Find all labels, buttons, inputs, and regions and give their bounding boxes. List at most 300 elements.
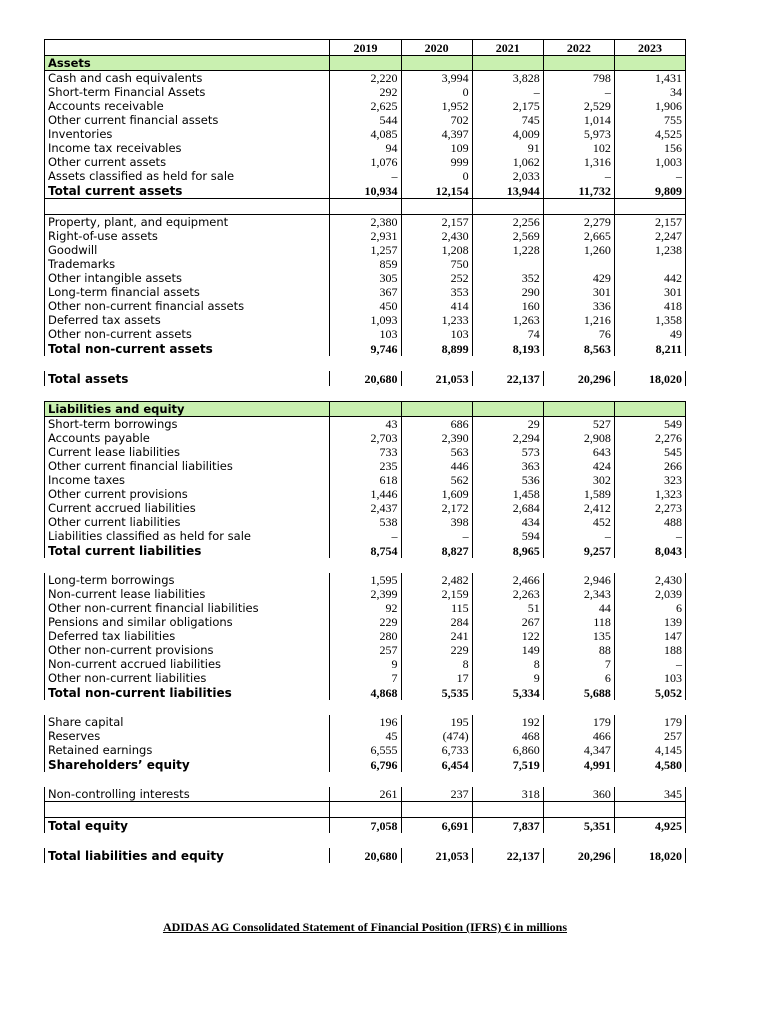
row-value: 363 bbox=[472, 459, 543, 473]
row-value: 1,952 bbox=[401, 99, 472, 113]
row-value: 2,159 bbox=[401, 587, 472, 601]
row-label: Liabilities and equity bbox=[45, 402, 330, 417]
line-item-row bbox=[45, 787, 686, 802]
row-value: 6 bbox=[543, 671, 614, 685]
row-value: 196 bbox=[330, 715, 401, 729]
row-value: 4,868 bbox=[330, 685, 401, 700]
line-item-row bbox=[45, 313, 686, 327]
line-item-row bbox=[45, 615, 686, 629]
row-value: 1,263 bbox=[472, 313, 543, 327]
row-label: Total liabilities and equity bbox=[45, 848, 330, 863]
row-value: 2,430 bbox=[614, 573, 685, 587]
row-value: 745 bbox=[472, 113, 543, 127]
row-value: 252 bbox=[401, 271, 472, 285]
row-value: 1,093 bbox=[330, 313, 401, 327]
row-label: Income taxes bbox=[45, 473, 330, 487]
row-value: 2,703 bbox=[330, 431, 401, 445]
row-label: Accounts receivable bbox=[45, 99, 330, 113]
row-value: 179 bbox=[543, 715, 614, 729]
blank-row bbox=[45, 802, 686, 818]
row-value bbox=[472, 257, 543, 271]
row-value: 446 bbox=[401, 459, 472, 473]
row-value: 10,934 bbox=[330, 183, 401, 199]
row-value: 5,535 bbox=[401, 685, 472, 700]
row-value: 302 bbox=[543, 473, 614, 487]
line-item-row bbox=[45, 229, 686, 243]
row-value: 1,589 bbox=[543, 487, 614, 501]
line-item-row bbox=[45, 71, 686, 86]
row-value: 2,665 bbox=[543, 229, 614, 243]
row-value bbox=[330, 402, 401, 417]
line-item-row bbox=[45, 487, 686, 501]
row-value bbox=[401, 56, 472, 71]
spacer-row bbox=[45, 700, 686, 715]
balance-sheet-table bbox=[44, 39, 686, 863]
row-label: Other current liabilities bbox=[45, 515, 330, 529]
row-label: Deferred tax assets bbox=[45, 313, 330, 327]
row-label: Non-current accrued liabilities bbox=[45, 657, 330, 671]
row-value: 733 bbox=[330, 445, 401, 459]
spacer-row bbox=[45, 558, 686, 573]
row-value: 8,827 bbox=[401, 543, 472, 558]
row-label: Trademarks bbox=[45, 257, 330, 271]
row-value: 367 bbox=[330, 285, 401, 299]
line-item-row bbox=[45, 299, 686, 313]
row-value: 235 bbox=[330, 459, 401, 473]
line-item-row bbox=[45, 715, 686, 729]
row-value: 2,175 bbox=[472, 99, 543, 113]
row-value: 2,279 bbox=[543, 215, 614, 230]
row-value: 301 bbox=[614, 285, 685, 299]
row-value: 257 bbox=[330, 643, 401, 657]
row-value: 2,482 bbox=[401, 573, 472, 587]
row-value: 22,137 bbox=[472, 371, 543, 386]
total-row bbox=[45, 757, 686, 772]
row-value: 103 bbox=[401, 327, 472, 341]
row-value: 466 bbox=[543, 729, 614, 743]
year-header-row bbox=[45, 40, 686, 56]
total-row bbox=[45, 818, 686, 834]
row-value: 345 bbox=[614, 787, 685, 802]
row-value bbox=[614, 257, 685, 271]
row-value: 2,931 bbox=[330, 229, 401, 243]
row-value: 527 bbox=[543, 417, 614, 432]
row-label: Total non-current assets bbox=[45, 341, 330, 356]
row-value: – bbox=[401, 529, 472, 543]
line-item-row bbox=[45, 743, 686, 757]
row-value: 2,172 bbox=[401, 501, 472, 515]
row-label: Other current financial assets bbox=[45, 113, 330, 127]
row-value: 0 bbox=[401, 169, 472, 183]
spacer-row bbox=[45, 386, 686, 402]
row-value: 1,609 bbox=[401, 487, 472, 501]
row-label: Short-term borrowings bbox=[45, 417, 330, 432]
row-value: 0 bbox=[401, 85, 472, 99]
row-value: 318 bbox=[472, 787, 543, 802]
row-value bbox=[330, 56, 401, 71]
row-value: 562 bbox=[401, 473, 472, 487]
row-value: 2,399 bbox=[330, 587, 401, 601]
row-value: 7,837 bbox=[472, 818, 543, 834]
row-value: 7,058 bbox=[330, 818, 401, 834]
row-value: 594 bbox=[472, 529, 543, 543]
row-value: 139 bbox=[614, 615, 685, 629]
row-value: 34 bbox=[614, 85, 685, 99]
line-item-row bbox=[45, 671, 686, 685]
line-item-row bbox=[45, 99, 686, 113]
statement-caption: ADIDAS AG Consolidated Statement of Financial Position (IFRS) € in millions bbox=[162, 920, 568, 934]
row-value: – bbox=[543, 85, 614, 99]
row-value: 122 bbox=[472, 629, 543, 643]
row-label: Inventories bbox=[45, 127, 330, 141]
row-value: 2,294 bbox=[472, 431, 543, 445]
row-label: Reserves bbox=[45, 729, 330, 743]
row-value: 2,220 bbox=[330, 71, 401, 86]
row-value: 4,009 bbox=[472, 127, 543, 141]
year-header: 2022 bbox=[543, 40, 614, 56]
row-value: 284 bbox=[401, 615, 472, 629]
row-value: 434 bbox=[472, 515, 543, 529]
row-value: 1,316 bbox=[543, 155, 614, 169]
row-value: 798 bbox=[543, 71, 614, 86]
row-value: 8,899 bbox=[401, 341, 472, 356]
row-value: 91 bbox=[472, 141, 543, 155]
line-item-row bbox=[45, 473, 686, 487]
row-value: 9 bbox=[330, 657, 401, 671]
line-item-row bbox=[45, 729, 686, 743]
row-value: 452 bbox=[543, 515, 614, 529]
row-value bbox=[543, 257, 614, 271]
row-value: 7 bbox=[330, 671, 401, 685]
row-value: 8,965 bbox=[472, 543, 543, 558]
row-value: 1,595 bbox=[330, 573, 401, 587]
row-value: 2,946 bbox=[543, 573, 614, 587]
row-value: 859 bbox=[330, 257, 401, 271]
row-value: 488 bbox=[614, 515, 685, 529]
row-value: 1,014 bbox=[543, 113, 614, 127]
row-value: 9,257 bbox=[543, 543, 614, 558]
row-label: Other non-current financial assets bbox=[45, 299, 330, 313]
line-item-row bbox=[45, 431, 686, 445]
row-value: 1,906 bbox=[614, 99, 685, 113]
line-item-row bbox=[45, 327, 686, 341]
row-value bbox=[614, 402, 685, 417]
row-value: 179 bbox=[614, 715, 685, 729]
line-item-row bbox=[45, 587, 686, 601]
row-value: 8 bbox=[472, 657, 543, 671]
row-value: 424 bbox=[543, 459, 614, 473]
row-value: 545 bbox=[614, 445, 685, 459]
line-item-row bbox=[45, 657, 686, 671]
row-value: 109 bbox=[401, 141, 472, 155]
row-label: Assets classified as held for sale bbox=[45, 169, 330, 183]
row-label: Current accrued liabilities bbox=[45, 501, 330, 515]
row-value: 618 bbox=[330, 473, 401, 487]
row-value: 8,563 bbox=[543, 341, 614, 356]
spacer-row bbox=[45, 356, 686, 371]
line-item-row bbox=[45, 629, 686, 643]
row-value: 195 bbox=[401, 715, 472, 729]
row-value: 398 bbox=[401, 515, 472, 529]
row-label: Total current assets bbox=[45, 183, 330, 199]
row-value: 755 bbox=[614, 113, 685, 127]
row-value: 3,994 bbox=[401, 71, 472, 86]
line-item-row bbox=[45, 573, 686, 587]
row-value: 20,296 bbox=[543, 371, 614, 386]
row-value: 643 bbox=[543, 445, 614, 459]
row-value: 2,390 bbox=[401, 431, 472, 445]
row-value: 2,039 bbox=[614, 587, 685, 601]
row-label: Other non-current liabilities bbox=[45, 671, 330, 685]
row-label: Non-current lease liabilities bbox=[45, 587, 330, 601]
row-value: 9,809 bbox=[614, 183, 685, 199]
row-value: 118 bbox=[543, 615, 614, 629]
row-value: 8,754 bbox=[330, 543, 401, 558]
total-row bbox=[45, 685, 686, 700]
row-value: 1,260 bbox=[543, 243, 614, 257]
blank-row bbox=[45, 199, 686, 215]
row-value: 149 bbox=[472, 643, 543, 657]
total-row bbox=[45, 183, 686, 199]
row-label: Deferred tax liabilities bbox=[45, 629, 330, 643]
row-value: 8,043 bbox=[614, 543, 685, 558]
row-value: 6 bbox=[614, 601, 685, 615]
row-value: 1,446 bbox=[330, 487, 401, 501]
row-value: 360 bbox=[543, 787, 614, 802]
row-value: – bbox=[614, 529, 685, 543]
section-header-row bbox=[45, 56, 686, 71]
row-label: Pensions and similar obligations bbox=[45, 615, 330, 629]
row-value: 6,454 bbox=[401, 757, 472, 772]
row-value: 2,247 bbox=[614, 229, 685, 243]
row-value: 305 bbox=[330, 271, 401, 285]
row-label: Total current liabilities bbox=[45, 543, 330, 558]
row-value: 2,157 bbox=[401, 215, 472, 230]
row-value: 1,216 bbox=[543, 313, 614, 327]
row-label: Total non-current liabilities bbox=[45, 685, 330, 700]
row-value: 22,137 bbox=[472, 848, 543, 863]
row-value: 1,076 bbox=[330, 155, 401, 169]
row-value: 74 bbox=[472, 327, 543, 341]
row-value: 450 bbox=[330, 299, 401, 313]
row-label: Cash and cash equivalents bbox=[45, 71, 330, 86]
row-value: 12,154 bbox=[401, 183, 472, 199]
row-label: Retained earnings bbox=[45, 743, 330, 757]
row-value: 1,208 bbox=[401, 243, 472, 257]
row-value: 18,020 bbox=[614, 371, 685, 386]
row-value bbox=[472, 402, 543, 417]
row-value: 4,925 bbox=[614, 818, 685, 834]
row-value: 135 bbox=[543, 629, 614, 643]
row-value: 5,973 bbox=[543, 127, 614, 141]
line-item-row bbox=[45, 271, 686, 285]
row-value: 292 bbox=[330, 85, 401, 99]
row-value: 17 bbox=[401, 671, 472, 685]
line-item-row bbox=[45, 127, 686, 141]
year-header: 2023 bbox=[614, 40, 685, 56]
row-value: 301 bbox=[543, 285, 614, 299]
row-label: Property, plant, and equipment bbox=[45, 215, 330, 230]
row-value: 6,860 bbox=[472, 743, 543, 757]
row-value: – bbox=[330, 529, 401, 543]
section-header-row bbox=[45, 402, 686, 417]
row-value: 536 bbox=[472, 473, 543, 487]
row-value: 686 bbox=[401, 417, 472, 432]
total-row bbox=[45, 848, 686, 863]
row-value: 2,033 bbox=[472, 169, 543, 183]
row-value: 538 bbox=[330, 515, 401, 529]
row-value: 1,257 bbox=[330, 243, 401, 257]
row-value: 8,211 bbox=[614, 341, 685, 356]
line-item-row bbox=[45, 515, 686, 529]
row-value: 76 bbox=[543, 327, 614, 341]
row-value: 229 bbox=[401, 643, 472, 657]
row-value: 1,238 bbox=[614, 243, 685, 257]
row-value: 2,569 bbox=[472, 229, 543, 243]
line-item-row bbox=[45, 601, 686, 615]
row-value: 43 bbox=[330, 417, 401, 432]
row-value: 7,519 bbox=[472, 757, 543, 772]
row-value: 6,796 bbox=[330, 757, 401, 772]
row-label: Other current financial liabilities bbox=[45, 459, 330, 473]
row-value: 2,412 bbox=[543, 501, 614, 515]
row-value: 429 bbox=[543, 271, 614, 285]
row-value: 2,276 bbox=[614, 431, 685, 445]
line-item-row bbox=[45, 445, 686, 459]
row-value: 237 bbox=[401, 787, 472, 802]
row-value: 160 bbox=[472, 299, 543, 313]
row-value: 2,430 bbox=[401, 229, 472, 243]
row-value: 2,256 bbox=[472, 215, 543, 230]
row-value: 6,555 bbox=[330, 743, 401, 757]
row-label: Shareholders’ equity bbox=[45, 757, 330, 772]
row-value: 6,733 bbox=[401, 743, 472, 757]
row-value: 1,358 bbox=[614, 313, 685, 327]
row-value: 20,680 bbox=[330, 371, 401, 386]
row-value: 103 bbox=[330, 327, 401, 341]
row-value: 442 bbox=[614, 271, 685, 285]
row-value: 188 bbox=[614, 643, 685, 657]
year-header: 2020 bbox=[401, 40, 472, 56]
row-value: 1,233 bbox=[401, 313, 472, 327]
row-label: Long-term financial assets bbox=[45, 285, 330, 299]
row-value: 4,580 bbox=[614, 757, 685, 772]
row-value: 2,343 bbox=[543, 587, 614, 601]
line-item-row bbox=[45, 257, 686, 271]
line-item-row bbox=[45, 141, 686, 155]
row-label: Total assets bbox=[45, 371, 330, 386]
row-value: 750 bbox=[401, 257, 472, 271]
row-value: 999 bbox=[401, 155, 472, 169]
spacer-row bbox=[45, 772, 686, 787]
row-value: 563 bbox=[401, 445, 472, 459]
total-row bbox=[45, 543, 686, 558]
row-value: 2,380 bbox=[330, 215, 401, 230]
row-label: Liabilities classified as held for sale bbox=[45, 529, 330, 543]
row-value: 147 bbox=[614, 629, 685, 643]
total-row bbox=[45, 341, 686, 356]
row-value: 257 bbox=[614, 729, 685, 743]
row-value: 3,828 bbox=[472, 71, 543, 86]
row-label: Income tax receivables bbox=[45, 141, 330, 155]
row-value: – bbox=[543, 529, 614, 543]
row-value: 18,020 bbox=[614, 848, 685, 863]
row-value: – bbox=[614, 657, 685, 671]
row-value: – bbox=[614, 169, 685, 183]
row-label: Other current assets bbox=[45, 155, 330, 169]
row-value: – bbox=[330, 169, 401, 183]
row-value: 414 bbox=[401, 299, 472, 313]
row-label: Long-term borrowings bbox=[45, 573, 330, 587]
row-value: 192 bbox=[472, 715, 543, 729]
spacer-row bbox=[45, 833, 686, 848]
line-item-row bbox=[45, 215, 686, 230]
row-value: 2,273 bbox=[614, 501, 685, 515]
row-value: 1,431 bbox=[614, 71, 685, 86]
row-value: 1,228 bbox=[472, 243, 543, 257]
row-label: Right-of-use assets bbox=[45, 229, 330, 243]
row-value bbox=[543, 402, 614, 417]
row-value: 4,347 bbox=[543, 743, 614, 757]
line-item-row bbox=[45, 243, 686, 257]
row-value: 6,691 bbox=[401, 818, 472, 834]
row-value: 280 bbox=[330, 629, 401, 643]
line-item-row bbox=[45, 285, 686, 299]
row-value: 549 bbox=[614, 417, 685, 432]
row-value: 4,991 bbox=[543, 757, 614, 772]
line-item-row bbox=[45, 155, 686, 169]
row-value: 290 bbox=[472, 285, 543, 299]
line-item-row bbox=[45, 459, 686, 473]
row-value: 21,053 bbox=[401, 371, 472, 386]
row-value: 1,003 bbox=[614, 155, 685, 169]
row-value: 156 bbox=[614, 141, 685, 155]
row-value: 21,053 bbox=[401, 848, 472, 863]
row-label: Assets bbox=[45, 56, 330, 71]
row-value: 51 bbox=[472, 601, 543, 615]
row-value bbox=[543, 56, 614, 71]
row-label: Current lease liabilities bbox=[45, 445, 330, 459]
row-value: 29 bbox=[472, 417, 543, 432]
row-value: (474) bbox=[401, 729, 472, 743]
row-value: 261 bbox=[330, 787, 401, 802]
row-value: 468 bbox=[472, 729, 543, 743]
row-value: 115 bbox=[401, 601, 472, 615]
row-value: 8,193 bbox=[472, 341, 543, 356]
row-label: Other non-current financial liabilities bbox=[45, 601, 330, 615]
row-value: 1,458 bbox=[472, 487, 543, 501]
row-value: 2,625 bbox=[330, 99, 401, 113]
row-value: 4,397 bbox=[401, 127, 472, 141]
row-label: Other non-current provisions bbox=[45, 643, 330, 657]
row-label: Other non-current assets bbox=[45, 327, 330, 341]
row-label: Share capital bbox=[45, 715, 330, 729]
row-value: 102 bbox=[543, 141, 614, 155]
row-value: 20,680 bbox=[330, 848, 401, 863]
row-label: Total equity bbox=[45, 818, 330, 834]
row-value: 2,157 bbox=[614, 215, 685, 230]
row-value: 7 bbox=[543, 657, 614, 671]
line-item-row bbox=[45, 169, 686, 183]
row-value: 353 bbox=[401, 285, 472, 299]
row-value: 2,529 bbox=[543, 99, 614, 113]
row-value bbox=[614, 56, 685, 71]
row-value: 13,944 bbox=[472, 183, 543, 199]
row-label: Accounts payable bbox=[45, 431, 330, 445]
row-label: Non-controlling interests bbox=[45, 787, 330, 802]
row-value: 5,052 bbox=[614, 685, 685, 700]
row-value: 2,263 bbox=[472, 587, 543, 601]
